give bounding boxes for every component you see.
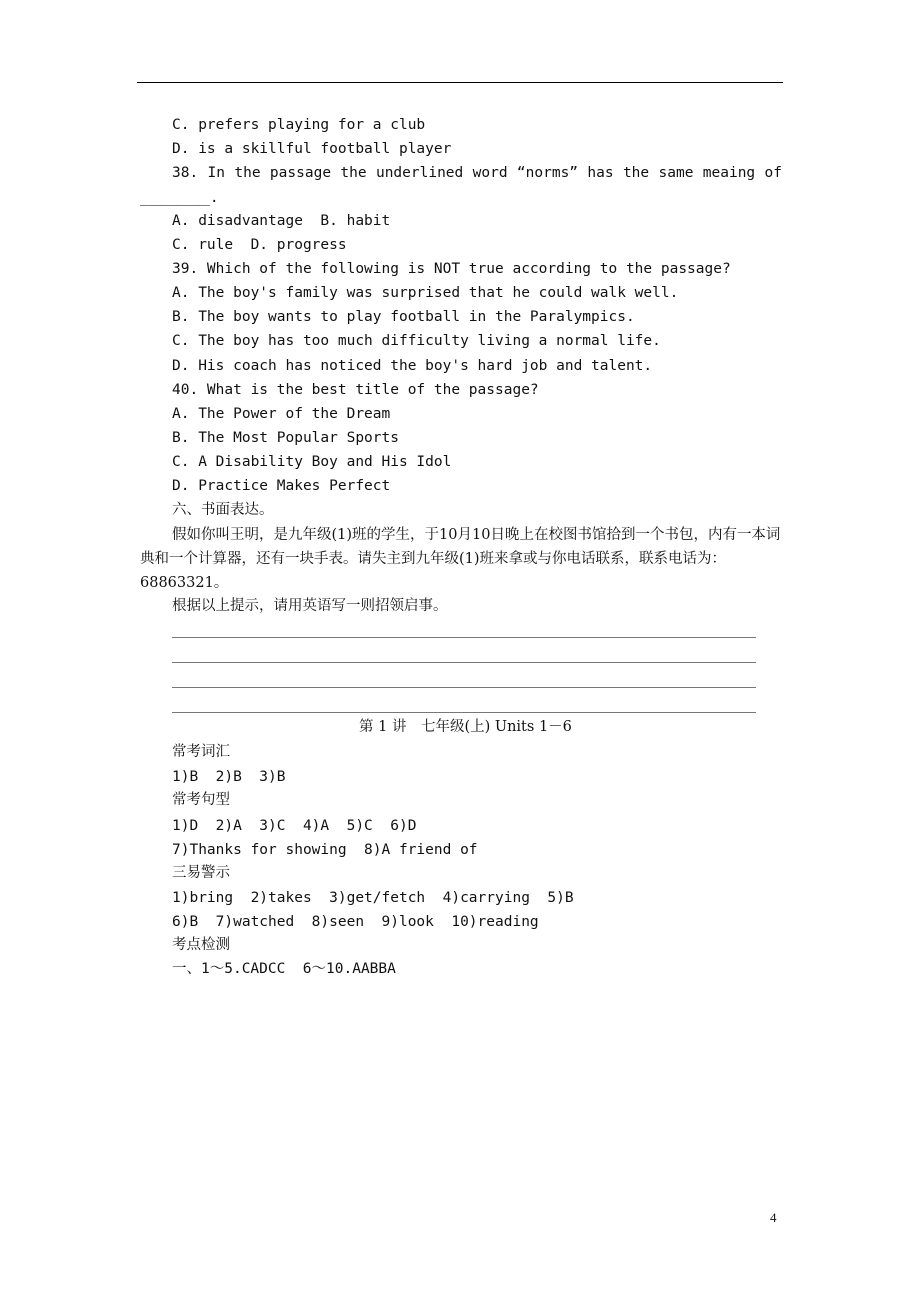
option-39d: D. His coach has noticed the boy's hard job and talent. [172, 358, 653, 374]
option-37c: C. prefers playing for a club [172, 117, 426, 133]
sentence-heading: 常考句型 [172, 792, 230, 808]
option-39b: B. The boy wants to play football in the Paralympics. [172, 309, 635, 325]
options-38-ab: A. disadvantage B. habit [172, 213, 391, 229]
option-40c: C. A Disability Boy and His Idol [172, 454, 452, 470]
header-rule [137, 82, 783, 83]
options-38-cd: C. rule D. progress [172, 237, 347, 253]
question-40: 40. What is the best title of the passage? [172, 382, 539, 398]
vocab-heading: 常考词汇 [172, 744, 230, 760]
option-40d: D. Practice Makes Perfect [172, 478, 391, 494]
sentence-answers-2: 7)Thanks for showing 8)A friend of [172, 842, 478, 858]
writing-line[interactable] [172, 637, 756, 638]
test-heading: 考点检测 [172, 937, 230, 953]
option-39a: A. The boy's family was surprised that he could walk well. [172, 285, 679, 301]
test-answers-1: 一、1～5.CADCC 6～10.AABBA [172, 961, 396, 977]
option-40b: B. The Most Popular Sports [172, 430, 399, 446]
writing-prompt: 假如你叫王明，是九年级(1)班的学生，于10月10日晚上在校图书馆拾到一个书包，内有一本词典和一个计算器，还有一块手表。请失主到九年级(1)班来拿或与你电话联系，联系电话为：68863321。 [140, 527, 781, 591]
writing-heading: 六、书面表达。 [172, 502, 274, 518]
option-37d: D. is a skillful football player [172, 141, 452, 157]
lecture-title: 第 1 讲 七年级(上) Units 1－6 [359, 719, 572, 735]
writing-line[interactable] [172, 687, 756, 688]
writing-instruction: 根据以上提示，请用英语写一则招领启事。 [172, 598, 448, 614]
warning-answers-2: 6)B 7)watched 8)seen 9)look 10)reading [172, 914, 539, 930]
page-number: 4 [770, 1210, 777, 1225]
question-39: 39. Which of the following is NOT true according to the passage? [172, 261, 731, 277]
sentence-answers-1: 1)D 2)A 3)C 4)A 5)C 6)D [172, 818, 417, 834]
writing-line[interactable] [172, 712, 756, 713]
vocab-answers: 1)B 2)B 3)B [172, 769, 286, 785]
warning-answers-1: 1)bring 2)takes 3)get/fetch 4)carrying 5)B [172, 890, 574, 906]
option-40a: A. The Power of the Dream [172, 406, 391, 422]
warning-heading: 三易警示 [172, 865, 230, 881]
writing-line[interactable] [172, 662, 756, 663]
answer-blank-38: ________. [140, 190, 219, 206]
question-38: 38. In the passage the underlined word “norms” has the same meaing of [172, 165, 782, 181]
option-39c: C. The boy has too much difficulty living a normal life. [172, 333, 661, 349]
